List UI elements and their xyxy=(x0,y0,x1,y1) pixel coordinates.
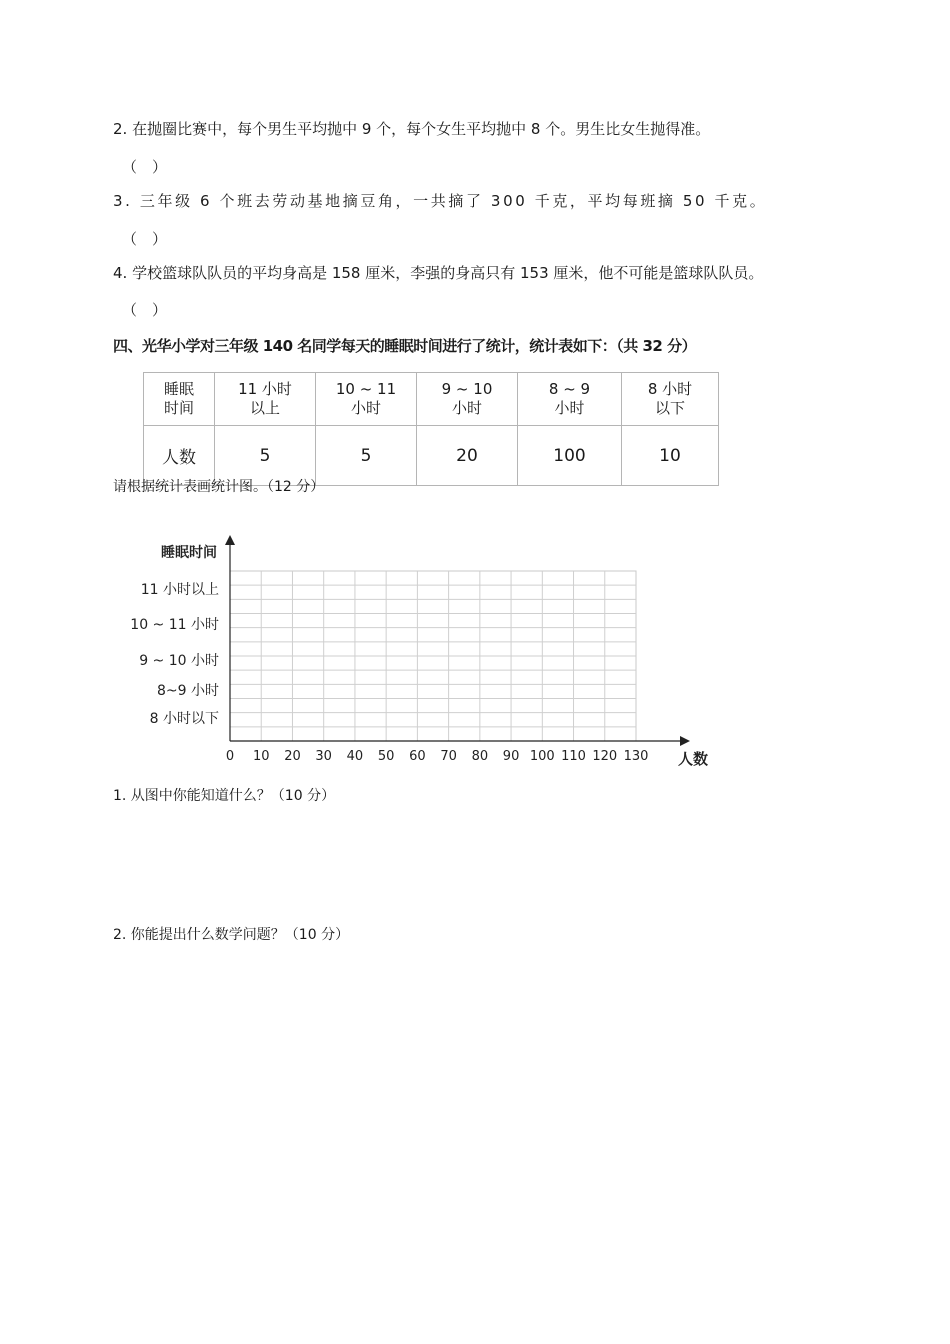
table-col-header: 11 小时 以上 xyxy=(215,373,316,426)
sleep-stats-table xyxy=(143,372,719,486)
y-category-label: 10 ~ 11 小时 xyxy=(130,617,219,633)
x-axis-title: 人数 xyxy=(678,750,709,768)
table-col-header: 10 ~ 11 小时 xyxy=(316,373,417,426)
x-tick-label: 50 xyxy=(377,749,395,764)
x-tick-label: 80 xyxy=(471,749,489,764)
answer-blank-3[interactable]: （ ） xyxy=(122,230,168,248)
x-tick-label: 60 xyxy=(409,749,426,764)
table-cell: 5 xyxy=(215,426,316,486)
question-chart-2: 2. 你能提出什么数学问题？（10 分） xyxy=(113,927,350,943)
x-tick-label: 130 xyxy=(623,749,649,764)
table-col-header: 8 ~ 9 小时 xyxy=(518,373,622,426)
x-tick-label: 30 xyxy=(315,749,332,764)
table-cell: 5 xyxy=(316,426,417,486)
x-tick-label: 100 xyxy=(529,749,555,764)
table-cell: 10 xyxy=(622,426,719,486)
question-2: 2. 在抛圈比赛中，每个男生平均抛中 9 个，每个女生平均抛中 8 个。男生比女生抛得准。 xyxy=(113,120,711,138)
y-category-label: 8~9 小时 xyxy=(157,683,219,699)
y-category-label: 11 小时以上 xyxy=(140,582,219,598)
x-tick-label: 70 xyxy=(440,749,457,764)
x-axis-arrow xyxy=(680,736,690,746)
y-category-label: 8 小时以下 xyxy=(149,711,219,727)
x-tick-label: 10 xyxy=(252,749,270,764)
x-tick-label: 120 xyxy=(592,749,618,764)
x-tick-label: 90 xyxy=(502,749,520,764)
table-col-header: 8 小时 以下 xyxy=(622,373,719,426)
y-axis-arrow xyxy=(225,535,235,545)
y-axis-title: 睡眠时间 xyxy=(161,545,217,561)
question-chart-1: 1. 从图中你能知道什么？（10 分） xyxy=(113,788,336,804)
table-header-label: 睡眠 时间 xyxy=(144,373,215,426)
y-category-label: 9 ~ 10 小时 xyxy=(139,653,219,669)
answer-blank-2[interactable]: （ ） xyxy=(122,158,168,176)
table-cell: 20 xyxy=(417,426,518,486)
answer-blank-4[interactable]: （ ） xyxy=(122,301,168,319)
table-col-header: 9 ~ 10 小时 xyxy=(417,373,518,426)
x-tick-label: 110 xyxy=(561,749,586,764)
x-tick-label: 20 xyxy=(284,749,301,764)
section-4-title: 四、光华小学对三年级 140 名同学每天的睡眠时间进行了统计，统计表如下：（共 32 分） xyxy=(113,337,697,355)
x-tick-label: 0 xyxy=(225,749,235,764)
x-tick-label: 40 xyxy=(346,749,364,764)
question-4: 4. 学校篮球队队员的平均身高是 158 厘米，李强的身高只有 153 厘米，他不可能是篮球队队员。 xyxy=(113,264,764,282)
table-cell: 100 xyxy=(518,426,622,486)
question-3: 3. 三年级 6 个班去劳动基地摘豆角，一共摘了 300 千克，平均每班摘 50 千克。 xyxy=(113,192,768,210)
sleep-chart[interactable] xyxy=(110,530,730,775)
chart-instruction: 请根据统计表画统计图。（12 分） xyxy=(113,479,325,495)
table-row-label: 人数 xyxy=(144,426,215,486)
